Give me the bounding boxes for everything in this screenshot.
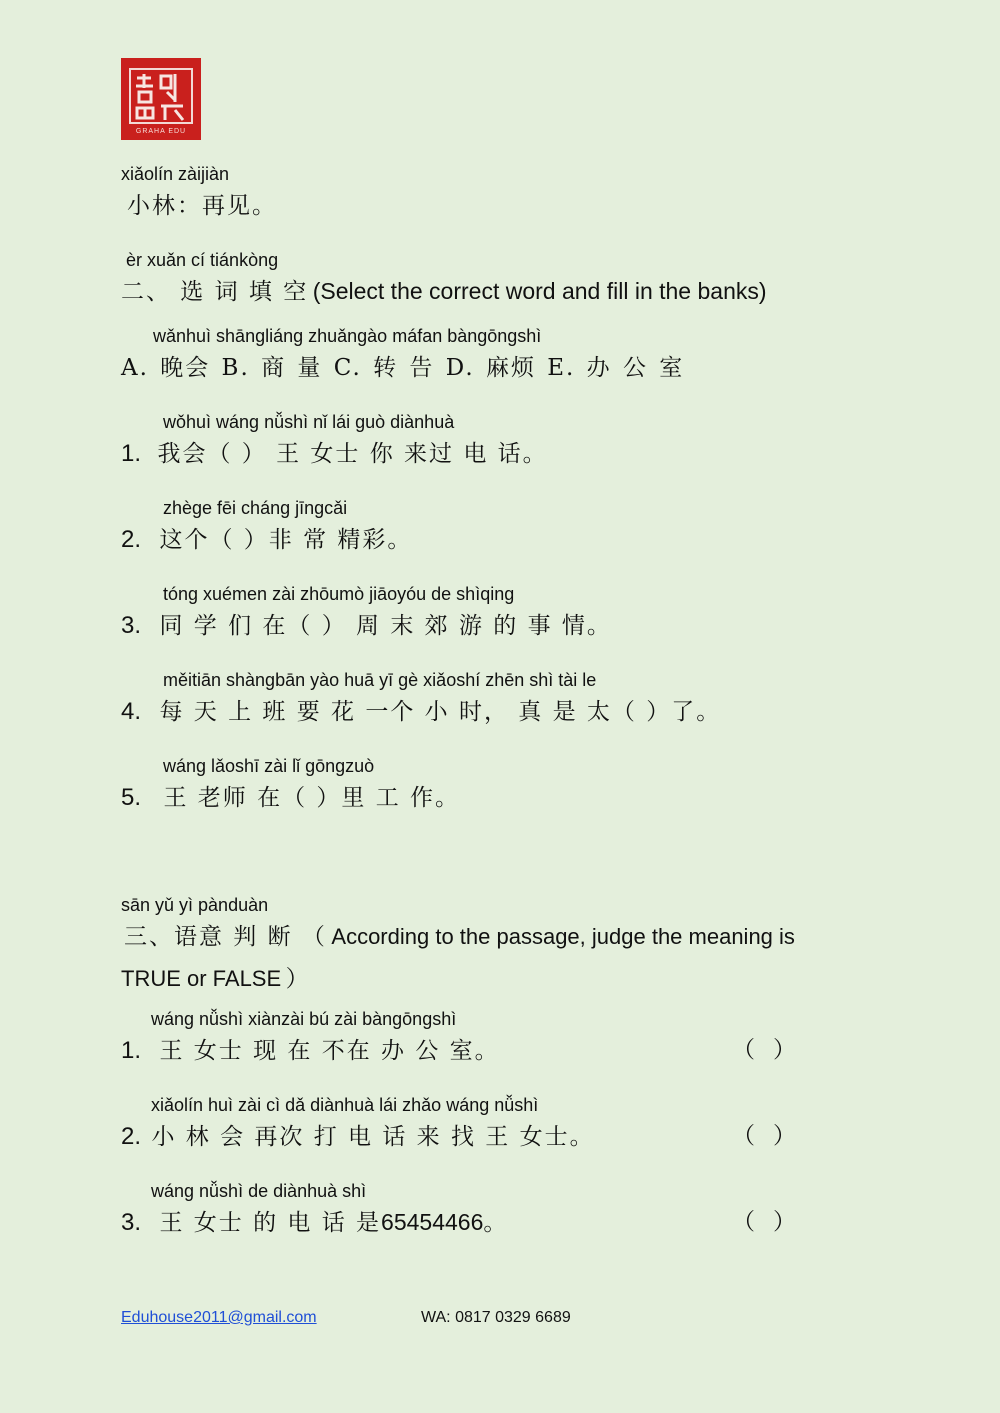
j2-answer-paren[interactable]: （） <box>732 1123 814 1149</box>
q3-line <box>121 607 612 640</box>
j3-number: 3. <box>121 1209 142 1236</box>
seal-frame <box>129 68 193 124</box>
q1-number: 1. <box>121 440 142 467</box>
j3-text-end: 。 <box>483 1210 509 1236</box>
j3-text-number: 65454466 <box>381 1209 484 1235</box>
q5-text: 王 老师 在（ ）里 工 作。 <box>163 785 461 811</box>
q5-line <box>121 779 460 812</box>
q3-number: 3. <box>121 612 142 639</box>
j3-answer-paren[interactable]: （） <box>732 1209 814 1235</box>
j2-text: 小 林 会 再次 打 电 话 来 找 王 女士。 <box>151 1124 595 1150</box>
j1-text: 王 女士 现 在 不在 办 公 室。 <box>159 1038 500 1064</box>
q1-pinyin: wǒhuì wáng nǚshì nǐ lái guò diànhuà <box>163 412 455 432</box>
q2-line <box>121 521 412 554</box>
section2-heading <box>121 273 767 306</box>
section3-heading <box>124 918 795 951</box>
q2-number: 2. <box>121 526 142 553</box>
section3-pinyin: sān yǔ yì pànduàn <box>121 895 269 915</box>
logo <box>121 58 201 140</box>
section3-title-en2: TRUE or FALSE <box>121 966 282 991</box>
j1-line <box>121 1032 500 1065</box>
section3-title-close: ） <box>285 966 311 992</box>
q1-text: 我会（ ） 王 女士 你 来过 电 话。 <box>157 441 548 467</box>
footer-whatsapp: WA: 0817 0329 6689 <box>421 1309 571 1326</box>
options-text: A. 晚会 B. 商 量 C. 转 告 D. 麻烦 E. 办 公 室 <box>121 355 685 381</box>
section3-title-cn: 三、语意 判 断 （ <box>124 924 327 950</box>
options-pinyin: wǎnhuì shāngliáng zhuǎngào máfan bàngōngshì <box>153 326 542 346</box>
logo-caption: GRAHA EDU <box>135 128 187 135</box>
q2-pinyin: zhège fēi cháng jīngcǎi <box>163 498 348 518</box>
closing-text: 小林：再见。 <box>127 193 277 219</box>
j3-line <box>121 1204 508 1237</box>
j2-pinyin: xiǎolín huì zài cì dǎ diànhuà lái zhǎo wáng nǚshì <box>151 1095 539 1115</box>
q3-pinyin: tóng xuémen zài zhōumò jiāoyóu de shìqing <box>163 584 515 604</box>
section3-heading-cont <box>121 960 311 993</box>
section2-title-en: (Select the correct word and fill in the banks) <box>312 278 767 304</box>
q5-number: 5. <box>121 784 142 811</box>
section2-title-cn: 二、 选 词 填 空 <box>121 279 309 305</box>
q1-line <box>121 435 548 468</box>
q4-number: 4. <box>121 698 142 725</box>
j1-number: 1. <box>121 1037 142 1064</box>
section3-title-en: According to the passage, judge the meaning is <box>331 924 795 949</box>
j2-line <box>121 1118 595 1151</box>
j1-answer-paren[interactable]: （） <box>732 1037 814 1063</box>
q3-text: 同 学 们 在（ ） 周 末 郊 游 的 事 情。 <box>159 613 612 639</box>
q4-text: 每 天 上 班 要 花 一个 小 时， 真 是 太（ ）了。 <box>159 699 722 725</box>
q4-line <box>121 693 721 726</box>
j3-pinyin: wáng nǚshì de diànhuà shì <box>151 1181 367 1201</box>
j2-number: 2. <box>121 1123 142 1150</box>
j1-pinyin: wáng nǚshì xiànzài bú zài bàngōngshì <box>151 1009 457 1029</box>
q4-pinyin: měitiān shàngbān yào huā yī gè xiǎoshí zhēn shì tài le <box>163 670 597 690</box>
footer-email-link[interactable]: Eduhouse2011@gmail.com <box>121 1309 317 1326</box>
seal-glyphs <box>131 70 191 122</box>
j3-text-cn: 王 女士 的 电 话 是 <box>159 1210 382 1236</box>
q2-text: 这个（ ）非 常 精彩。 <box>159 527 413 553</box>
section2-pinyin: èr xuǎn cí tiánkòng <box>126 250 279 270</box>
q5-pinyin: wáng lǎoshī zài lǐ gōngzuò <box>163 756 375 776</box>
closing-pinyin: xiǎolín zàijiàn <box>121 164 230 184</box>
